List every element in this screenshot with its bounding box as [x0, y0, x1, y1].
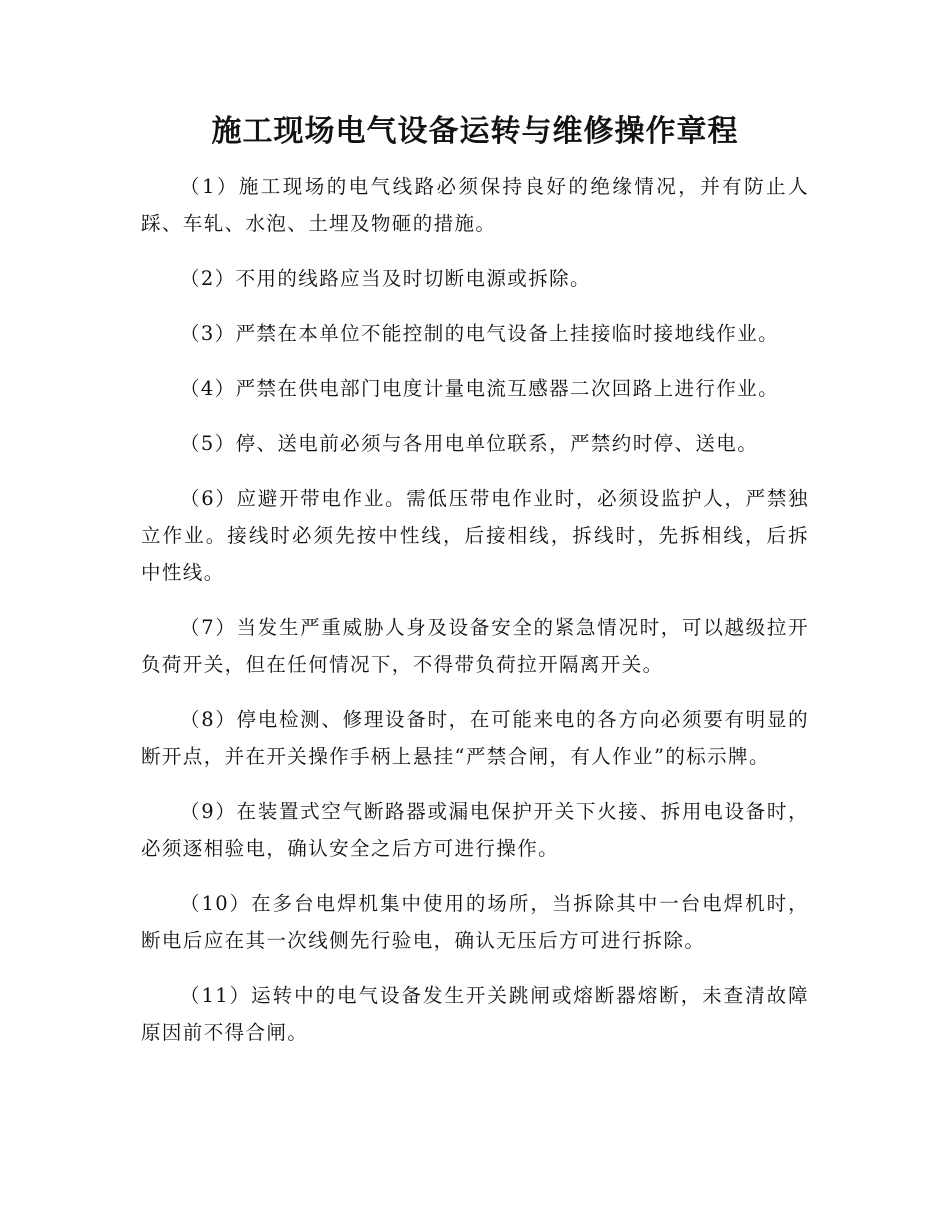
paragraph-9: （9）在装置式空气断路器或漏电保护开关下火接、拆用电设备时，必须逐相验电，确认安全之后方可进行操作。 [141, 800, 809, 860]
document-body [141, 168, 809, 1069]
paragraph-6: （6）应避开带电作业。需低压带电作业时，必须设监护人，严禁独立作业。接线时必须先按中性线，后接相线，拆线时，先拆相线，后拆中性线。 [141, 487, 809, 584]
paragraph-10: （10）在多台电焊机集中使用的场所，当拆除其中一台电焊机时，断电后应在其一次线侧先行验电，确认无压后方可进行拆除。 [141, 892, 809, 952]
paragraph-8: （8）停电检测、修理设备时，在可能来电的各方向必须要有明显的断开点，并在开关操作手柄上悬挂“严禁合闸，有人作业”的标示牌。 [141, 708, 809, 768]
paragraph-7: （7）当发生严重威胁人身及设备安全的紧急情况时，可以越级拉开负荷开关，但在任何情况下，不得带负荷拉开隔离开关。 [141, 616, 809, 676]
paragraph-11: （11）运转中的电气设备发生开关跳闸或熔断器熔断，未查清故障原因前不得合闸。 [141, 984, 809, 1044]
paragraph-3: （3）严禁在本单位不能控制的电气设备上挂接临时接地线作业。 [180, 322, 780, 345]
paragraph-1: （1）施工现场的电气线路必须保持良好的绝缘情况，并有防止人踩、车轧、水泡、土埋及物砸的措施。 [141, 175, 809, 235]
paragraph-5: （5）停、送电前必须与各用电单位联系，严禁约时停、送电。 [180, 432, 759, 455]
paragraph-4: （4）严禁在供电部门电度计量电流互感器二次回路上进行作业。 [180, 377, 780, 400]
document-title: 施工现场电气设备运转与维修操作章程 [211, 114, 739, 149]
paragraph-2: （2）不用的线路应当及时切断电源或拆除。 [180, 267, 591, 290]
